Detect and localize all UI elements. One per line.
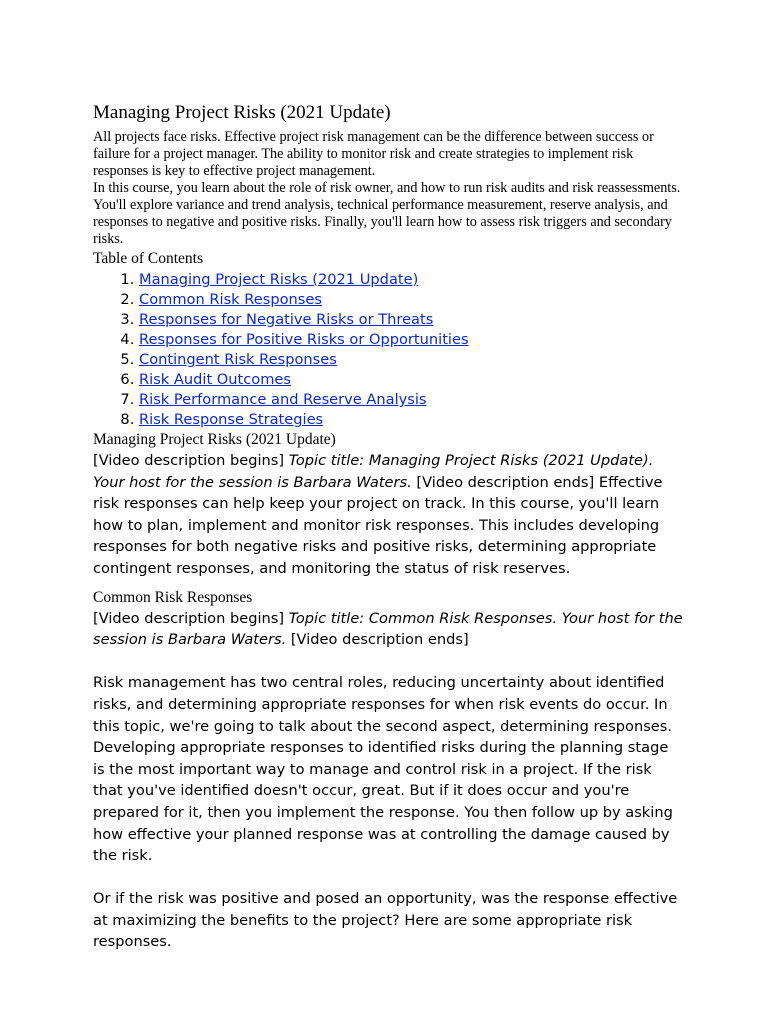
- toc-link-managing-project-risks[interactable]: Managing Project Risks (2021 Update): [139, 271, 419, 288]
- video-topic: Topic title: Common Risk Responses. Your host for the session is Barbara Waters.: [93, 609, 683, 649]
- toc-item: [139, 410, 683, 430]
- table-of-contents: [93, 270, 683, 430]
- toc-link-performance-reserve-analysis[interactable]: Risk Performance and Reserve Analysis: [139, 391, 427, 408]
- section-paragraph: Risk management has two central roles, reducing uncertainty about identified risks, and determining appropriate responses for when risk events do occur. In this topic, we're going to talk about the second aspect, determining responses. Developing appropriate responses to identified risks during the planning stage is the most important way to manage and control risk in a project. If the risk that you've identified doesn't occur, great. But if it does occur and you're prepared for it, then you implement the response. You then follow up by asking how effective your planned response was at controlling the damage caused by the risk.: [93, 674, 673, 865]
- toc-heading: Table of Contents: [93, 250, 203, 267]
- toc-item: [139, 310, 683, 330]
- toc-item: [139, 390, 683, 410]
- video-description-end: [Video description ends]: [416, 473, 595, 491]
- toc-link-negative-risks[interactable]: Responses for Negative Risks or Threats: [139, 311, 434, 328]
- toc-item: [139, 270, 683, 290]
- video-description-begin: [Video description begins]: [93, 609, 285, 627]
- intro-paragraph: In this course, you learn about the role of risk owner, and how to run risk audits and risk reassessments. You'll explore variance and trend analysis, technical performance measurement, reserve analysis, and responses to negative and positive risks. Finally, you'll learn how to assess risk triggers and secondary risks.: [93, 180, 681, 247]
- intro-paragraph: All projects face risks. Effective project risk management can be the difference between success or failure for a project manager. The ability to monitor risk and create strategies to implement risk responses is key to effective project management.: [93, 129, 654, 179]
- video-description-begin: [Video description begins]: [93, 452, 285, 469]
- spacer: [93, 867, 683, 889]
- section-heading: Common Risk Responses: [93, 588, 253, 606]
- toc-link-risk-response-strategies[interactable]: Risk Response Strategies: [139, 411, 324, 428]
- toc-item: [139, 350, 683, 370]
- document-page: [93, 100, 683, 953]
- document-title: Managing Project Risks (2021 Update): [93, 102, 391, 123]
- toc-item: [139, 290, 683, 310]
- section-heading: Managing Project Risks (2021 Update): [93, 431, 336, 448]
- spacer: [93, 580, 683, 588]
- toc-item: [139, 330, 683, 350]
- toc-link-risk-audit-outcomes[interactable]: Risk Audit Outcomes: [139, 371, 292, 388]
- toc-link-positive-risks[interactable]: Responses for Positive Risks or Opportunities: [139, 331, 469, 348]
- video-description: [93, 608, 683, 651]
- section-paragraph: [93, 450, 683, 580]
- section-text: Effective risk responses can help keep your project on track. In this course, you'll learn how to plan, implement and monitor risk responses. This includes developing responses for both negative risks and positive risks, determining appropriate contingent responses, and monitoring the status of risk reserves.: [93, 473, 663, 577]
- video-description-end: [Video description ends]: [290, 631, 469, 649]
- spacer: [93, 651, 683, 673]
- toc-link-contingent-responses[interactable]: Contingent Risk Responses: [139, 351, 337, 368]
- toc-link-common-risk-responses[interactable]: Common Risk Responses: [139, 291, 322, 308]
- video-topic: Topic title: Managing Project Risks (2021 Update). Your host for the session is Barbara Waters.: [93, 452, 654, 491]
- toc-item: [139, 370, 683, 390]
- section-paragraph: Or if the risk was positive and posed an opportunity, was the response effective at maximizing the benefits to the project? Here are some appropriate risk responses.: [93, 890, 678, 951]
